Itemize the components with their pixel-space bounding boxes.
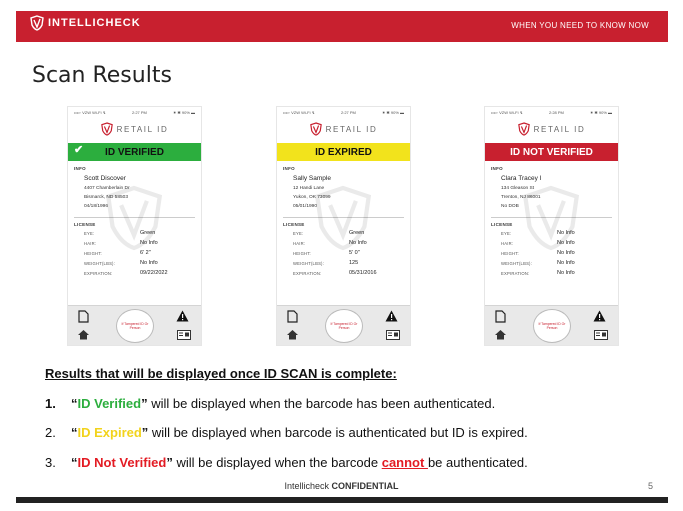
results-heading: Results that will be displayed once ID SCAN is complete:	[45, 366, 397, 381]
license-label: HEIGHT:	[501, 250, 519, 256]
result-key-not-verified: ID Not Verified	[77, 455, 167, 470]
battery: ✷ ✱ 90% ▬	[172, 110, 195, 115]
status-banner	[277, 143, 410, 161]
result-key-verified: ID Verified	[77, 396, 142, 411]
date-of-birth: 05/01/1990	[293, 204, 318, 209]
warning-icon[interactable]	[176, 310, 189, 322]
checkmark-icon: ✔	[74, 144, 84, 156]
license-value: No Info	[557, 230, 575, 236]
carrier: ••••◦ VZW Wi-Fi ↯	[283, 110, 315, 115]
address-line-2: Trenton, NJ 86001	[501, 195, 541, 200]
footer-company: Intellicheck	[284, 481, 329, 491]
license-value: No Info	[140, 240, 158, 246]
document-icon[interactable]	[287, 310, 298, 323]
license-value: 05/31/2016	[349, 270, 377, 276]
result-item-verified	[45, 396, 495, 411]
phone-screen	[67, 106, 202, 346]
retail-id-brand	[68, 117, 201, 141]
license-label: EXPIRATION:	[84, 270, 113, 276]
info-heading: INFO	[491, 166, 503, 171]
license-value: No Info	[349, 240, 367, 246]
phone-screen	[484, 106, 619, 346]
retail-id-brand	[277, 117, 410, 141]
license-value: No Info	[557, 240, 575, 246]
document-icon[interactable]	[495, 310, 506, 323]
battery: ✷ ✱ 90% ▬	[381, 110, 404, 115]
license-label: WEIGHT(LBS):	[293, 260, 325, 266]
license-label: HEIGHT:	[293, 250, 311, 256]
warning-icon[interactable]	[385, 310, 398, 322]
license-value: No Info	[557, 270, 575, 276]
license-heading: LICENSE	[283, 222, 305, 227]
home-icon[interactable]	[77, 329, 90, 340]
open-quote: “	[71, 455, 78, 470]
battery: ✷ ✱ 90% ▬	[589, 110, 612, 115]
status-time: 2:28 PM	[548, 110, 564, 115]
holder-name: Scott Discover	[84, 175, 126, 182]
license-label: EYE:	[501, 230, 512, 236]
shield-watermark-icon	[521, 173, 581, 263]
tampered-id-label: If Tampered ID Or Person	[121, 321, 149, 330]
close-quote: ”	[166, 455, 173, 470]
tampered-id-label: If Tampered ID Or Person	[538, 321, 566, 330]
info-heading: INFO	[283, 166, 295, 171]
banner-text: ID EXPIRED	[315, 146, 372, 158]
footer-confidential	[0, 481, 683, 491]
license-heading: LICENSE	[74, 222, 96, 227]
item-number: 2.	[45, 425, 56, 440]
result-emphasis: cannot	[381, 455, 428, 470]
close-quote: ”	[141, 396, 148, 411]
address-line-2: Yukon, OK 73099	[293, 195, 331, 200]
address-line-1: 12 Handi Lane	[293, 186, 325, 191]
open-quote: “	[71, 396, 78, 411]
status-bar	[68, 107, 201, 117]
result-item-expired	[45, 425, 528, 440]
license-value: 09/22/2022	[140, 270, 168, 276]
license-heading: LICENSE	[491, 222, 513, 227]
shield-watermark-icon	[313, 173, 373, 263]
result-text-end: be authenticated.	[427, 455, 528, 470]
banner-text: ID VERIFIED	[105, 146, 164, 158]
shield-logo-icon	[310, 122, 322, 136]
close-quote: ”	[141, 425, 149, 440]
license-value: No Info	[557, 250, 575, 256]
intellicheck-logo	[30, 15, 141, 31]
shield-logo-icon	[30, 15, 44, 31]
status-time: 2:27 PM	[131, 110, 147, 115]
shield-watermark-icon	[104, 173, 164, 263]
license-label: EYE:	[84, 230, 95, 236]
brand-text: RETAIL ID	[533, 124, 586, 134]
brand-text: RETAIL ID	[325, 124, 378, 134]
item-number: 1.	[45, 396, 56, 411]
license-value: Green	[140, 230, 156, 236]
tab-bar	[485, 305, 618, 345]
address-line-1: 134 Gleason St	[501, 186, 535, 191]
result-item-not-verified	[45, 455, 528, 470]
tampered-id-label: If Tampered ID Or Person	[330, 321, 358, 330]
phone-screen	[276, 106, 411, 346]
status-banner	[68, 143, 201, 161]
tampered-id-button[interactable]	[116, 309, 154, 343]
address-line-2: Bismarck, ND 58503	[84, 195, 128, 200]
status-banner	[485, 143, 618, 161]
holder-name: Clara Tracey I	[501, 175, 542, 182]
license-label: EXPIRATION:	[293, 270, 322, 276]
license-label: EXPIRATION:	[501, 270, 530, 276]
license-row	[293, 269, 404, 277]
status-time: 2:27 PM	[340, 110, 356, 115]
id-card-icon[interactable]	[386, 330, 400, 340]
footer-bar	[16, 497, 668, 503]
open-quote: “	[71, 425, 78, 440]
tab-bar	[277, 305, 410, 345]
license-row	[501, 269, 612, 277]
banner-text: ID NOT VERIFIED	[510, 146, 593, 158]
info-heading: INFO	[74, 166, 86, 171]
logo-text: INTELLICHECK	[48, 17, 141, 29]
date-of-birth: No DOB	[501, 204, 519, 209]
result-text: will be displayed when the barcode	[172, 455, 382, 470]
license-label: HAIR:	[293, 240, 306, 246]
license-value: 125	[349, 260, 359, 266]
page-number: 5	[648, 481, 654, 491]
license-value: 5' 0"	[349, 250, 360, 256]
license-value: Green	[349, 230, 365, 236]
shield-logo-icon	[518, 122, 530, 136]
tagline: WHEN YOU NEED TO KNOW NOW	[511, 21, 649, 30]
carrier: ••••◦ VZW Wi-Fi ↯	[491, 110, 523, 115]
card-details	[277, 161, 410, 309]
result-key-expired: ID Expired	[77, 425, 142, 440]
license-label: HAIR:	[84, 240, 97, 246]
license-label: WEIGHT(LBS):	[84, 260, 116, 266]
date-of-birth: 04/18/1996	[84, 204, 109, 209]
slide-title: Scan Results	[32, 63, 172, 88]
result-text: will be displayed when the barcode has been authenticated.	[147, 396, 496, 411]
tab-bar	[68, 305, 201, 345]
brand-text: RETAIL ID	[116, 124, 169, 134]
status-bar	[485, 107, 618, 117]
footer-label: CONFIDENTIAL	[331, 481, 399, 491]
shield-logo-icon	[101, 122, 113, 136]
home-icon[interactable]	[286, 329, 299, 340]
retail-id-brand	[485, 117, 618, 141]
license-row	[84, 269, 195, 277]
license-label: HAIR:	[501, 240, 514, 246]
license-label: HEIGHT:	[84, 250, 102, 256]
license-value: 6' 2"	[140, 250, 151, 256]
address-line-1: 4407 Chamberlain Dr	[84, 186, 130, 191]
warning-icon[interactable]	[593, 310, 606, 322]
tampered-id-button[interactable]	[533, 309, 571, 343]
tampered-id-button[interactable]	[325, 309, 363, 343]
carrier: ••••◦ VZW Wi-Fi ↯	[74, 110, 106, 115]
license-label: EYE:	[293, 230, 304, 236]
card-details	[68, 161, 201, 309]
result-text: will be displayed when barcode is authenticated but ID is expired.	[148, 425, 528, 440]
license-label: WEIGHT(LBS):	[501, 260, 533, 266]
status-bar	[277, 107, 410, 117]
item-number: 3.	[45, 455, 56, 470]
id-card-icon[interactable]	[594, 330, 608, 340]
holder-name: Sally Sample	[293, 175, 331, 182]
card-details	[485, 161, 618, 309]
license-value: No Info	[557, 260, 575, 266]
home-icon[interactable]	[494, 329, 507, 340]
document-icon[interactable]	[78, 310, 89, 323]
id-card-icon[interactable]	[177, 330, 191, 340]
license-value: No Info	[140, 260, 158, 266]
